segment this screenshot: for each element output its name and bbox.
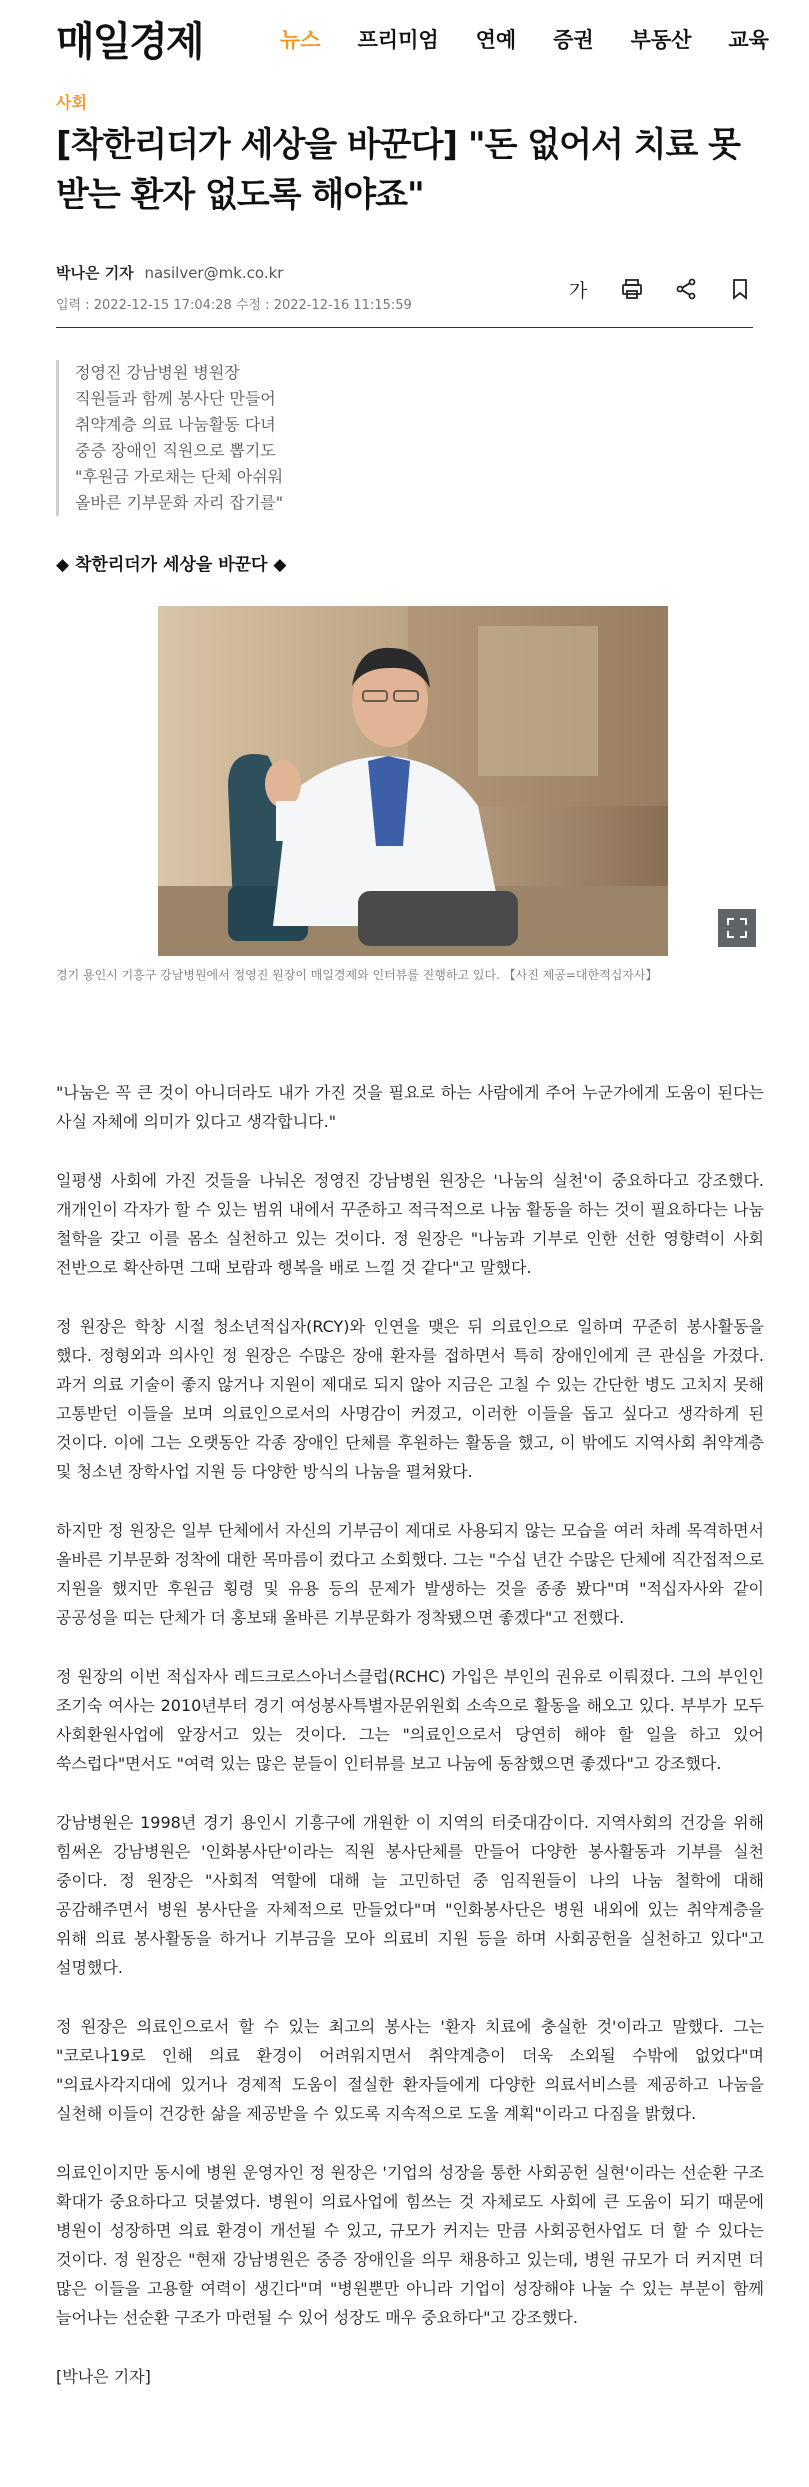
main-nav — [280, 24, 769, 54]
nav-stocks[interactable]: 증권 — [553, 28, 594, 52]
summary-line: 정영진 강남병원 병원장 — [75, 363, 240, 382]
summary-line: 중증 장애인 직원으로 뽑기도 — [75, 441, 276, 460]
bookmark-icon — [728, 277, 752, 301]
article-paragraph: 하지만 정 원장은 일부 단체에서 자신의 기부금이 제대로 사용되지 않는 모습을 여러 차례 목격하면서 올바른 기부문화 정착에 대한 목마름이 컸다고 소회했다. 그는 "수십 년간 수많은 단체에 직간접적으로 지원을 했지만 후원금 횡령 및 유용 등의 문제가 발생하는 것을 종종 봤다"며 "적십자사와 같이 공공성을 띠는 단체가 더 홍보돼 올바른 기부문화가 정착됐으면 좋겠다"고 전했다. — [56, 1521, 764, 1627]
share-icon — [674, 277, 698, 301]
article-headline: [착한리더가 세상을 바꾼다] "돈 없어서 치료 못받는 환자 없도록 해야죠" — [56, 125, 741, 215]
reporter-signoff: [박나은 기자] — [56, 2367, 151, 2386]
article-paragraph: 강남병원은 1998년 경기 용인시 기흥구에 개원한 이 지역의 터줏대감이다. 지역사회의 건강을 위해 힘써온 강남병원은 '인화봉사단'이라는 직원 봉사단체를 만들어 다양한 봉사활동과 기부를 실천 중이다. 정 원장은 "사회적 역할에 대해 늘 고민하던 중 임직원들이 나의 나눔 철학에 대해 공감해주면서 병원 봉사단을 자체적으로 만들었다"며 "인화봉사단은 병원 내외에 있는 취약계층을 위해 의료 봉사활동을 하거나 기부금을 모아 의료비 지원 등을 하며 사회공헌을 실천하고 있다"고 설명했다. — [56, 1813, 764, 1977]
site-logo[interactable]: 매일경제 — [56, 19, 203, 65]
print-icon — [620, 277, 644, 301]
nav-news[interactable]: 뉴스 — [280, 28, 321, 52]
font-size-label: 가 — [568, 279, 588, 302]
bookmark-button[interactable] — [727, 276, 753, 302]
article-tools — [565, 276, 753, 302]
summary-line: 직원들과 함께 봉사단 만들어 — [75, 389, 276, 408]
nav-entertainment[interactable]: 연예 — [475, 28, 517, 52]
print-button[interactable] — [619, 276, 645, 302]
article-paragraph: 정 원장은 학창 시절 청소년적십자(RCY)와 인연을 맺은 뒤 의료인으로 일하며 꾸준히 봉사활동을 했다. 정형외과 의사인 정 원장은 수많은 장애 환자를 접하면서 특히 장애인에게 큰 관심을 가졌다. 과거 의료 기술이 좋지 않거나 지원이 제대로 되지 않아 지금은 고칠 수 있는 간단한 병도 고치지 못해 고통받던 이들을 보며 의료인으로서의 사명감이 커졌고, 이러한 이들을 돕고 싶다고 생각하게 된 것이다. 이에 그는 오랫동안 각종 장애인 단체를 후원하는 활동을 했고, 이 밖에도 지역사회 취약계층 및 청소년 장학사업 지원 등 다양한 방식의 나눔을 펼쳐왔다. — [56, 1317, 764, 1481]
article-paragraph: 정 원장은 의료인으로서 할 수 있는 최고의 봉사는 '환자 치료에 충실한 것'이라고 말했다. 그는 "코로나19로 인해 의료 환경이 어려워지면서 취약계층이 더욱 소외될 수밖에 없었다"며 "의료사각지대에 있거나 경제적 도움이 절실한 환자들에게 다양한 의료서비스를 제공하고 나눔을 실천해 이들이 건강한 삶을 제공받을 수 있도록 지속적으로 도울 계획"이라고 다짐을 밝혔다. — [56, 2017, 764, 2123]
share-button[interactable] — [673, 276, 699, 302]
header-divider — [56, 327, 753, 328]
article-paragraph: 일평생 사회에 가진 것들을 나눠온 정영진 강남병원 원장은 '나눔의 실천'이 중요하다고 강조했다. 개개인이 각자가 할 수 있는 범위 내에서 꾸준하고 적극적으로 나눔 활동을 하는 것이 필요하다는 나눔 철학을 갖고 이를 몸소 실천하고 있는 것이다. 정 원장은 "나눔과 기부로 인한 선한 영향력이 사회 전반으로 확산하면 그때 보람과 행복을 배로 느낄 것 같다"고 말했다. — [56, 1171, 764, 1277]
summary-line: 취약계층 의료 나눔활동 다녀 — [75, 415, 276, 434]
photo-illustration — [158, 606, 668, 956]
font-size-button[interactable] — [565, 276, 591, 302]
summary-line: 올바른 기부문화 자리 잡기를" — [75, 493, 284, 512]
nav-premium[interactable]: 프리미엄 — [357, 28, 439, 52]
section-label[interactable]: 사회 — [56, 93, 87, 112]
article-photo[interactable] — [158, 606, 668, 956]
nav-realestate[interactable]: 부동산 — [630, 28, 692, 52]
expand-icon — [726, 917, 748, 939]
nav-education[interactable]: 교육 — [728, 28, 769, 52]
site-header — [0, 0, 809, 80]
article-paragraph: "나눔은 꼭 큰 것이 아니더라도 내가 가진 것을 필요로 하는 사람에게 주어 누군가에게 도움이 된다는 사실 자체에 의미가 있다고 생각합니다." — [56, 1083, 764, 1131]
article-paragraph: 정 원장의 이번 적십자사 레드크로스아너스클럽(RCHC) 가입은 부인의 권유로 이뤄졌다. 그의 부인인 조기숙 여사는 2010년부터 경기 여성봉사특별자문위원회 소속으로 활동을 해오고 있다. 부부가 모두 사회환원사업에 앞장서고 있는 것이다. 그는 "의료인으로서 당연히 해야 할 일을 하고 있어 쑥스럽다"면서도 "여력 있는 많은 분들이 인터뷰를 보고 나눔에 동참했으면 좋겠다"고 강조했다. — [56, 1667, 764, 1773]
article-paragraph: 의료인이지만 동시에 병원 운영자인 정 원장은 '기업의 성장을 통한 사회공헌 실현'이라는 선순환 구조 확대가 중요하다고 덧붙였다. 병원이 의료사업에 힘쓰는 것 자체로도 사회에 큰 도움이 되기 때문에 병원이 성장하면 의료 환경이 개선될 수 있고, 규모가 커지는 만큼 사회공헌사업도 더 할 수 있다는 것이다. 정 원장은 "현재 강남병원은 중증 장애인을 의무 채용하고 있는데, 병원 규모가 더 커지면 더 많은 이들을 고용할 여력이 생긴다"며 "병원뿐만 아니라 기업이 성장해야 나눌 수 있는 부분이 함께 늘어나는 선순환 구조가 마련될 수 있어 성장도 매우 중요하다"고 강조했다. — [56, 2163, 764, 2327]
series-title: ◆ 착한리더가 세상을 바꾼다 ◆ — [56, 555, 287, 575]
byline — [56, 262, 283, 283]
photo-caption: 경기 용인시 기흥구 강남병원에서 정영진 원장이 매일경제와 인터뷰를 진행하고 있다. 【사진 제공=대한적십자사】 — [56, 968, 658, 982]
summary-line: "후원금 가로채는 단체 아쉬워 — [75, 467, 284, 486]
article-body — [56, 1078, 764, 2421]
article-summary — [56, 360, 283, 516]
expand-photo-button[interactable] — [718, 909, 756, 947]
reporter-email[interactable]: nasilver@mk.co.kr — [144, 264, 284, 282]
article-dates: 입력 : 2022-12-15 17:04:28 수정 : 2022-12-16 11:15:59 — [56, 298, 412, 313]
reporter-name[interactable]: 박나은 기자 — [56, 264, 134, 282]
